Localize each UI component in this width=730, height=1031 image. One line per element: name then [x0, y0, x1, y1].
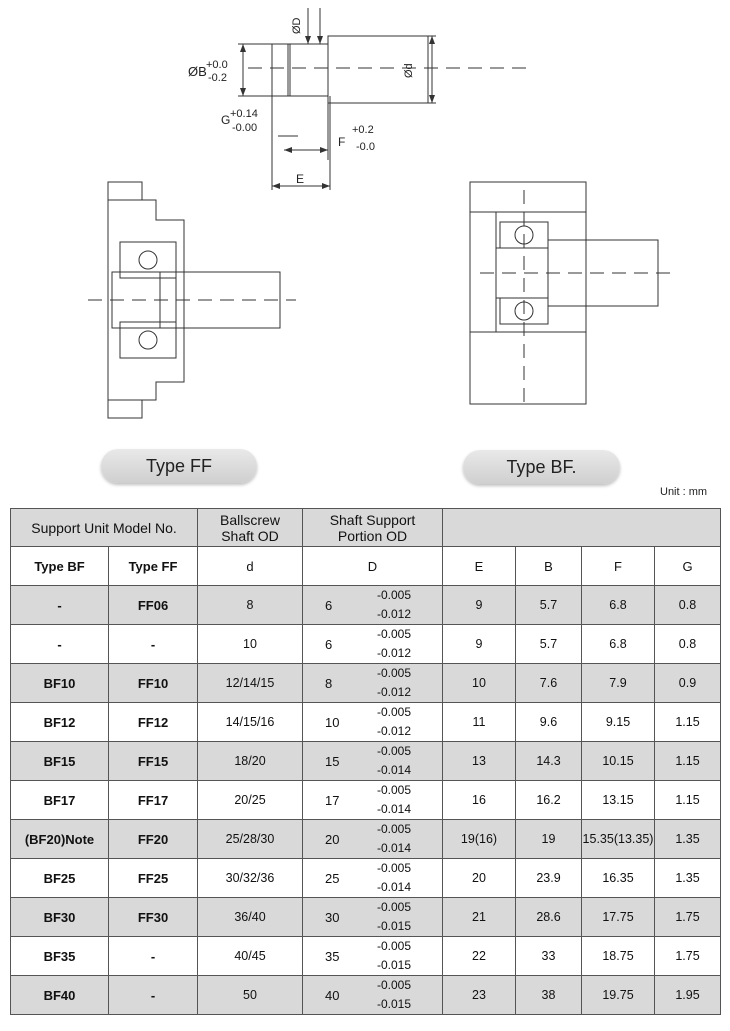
header-D: D — [303, 547, 443, 586]
cell-B: 19 — [516, 820, 582, 859]
cell-D-tol-lower: -0.014 — [377, 841, 412, 855]
cell-D-value: 6 — [325, 598, 333, 613]
table-row — [11, 859, 721, 898]
header-type-bf: Type BF — [11, 547, 109, 586]
cell-type-ff: FF10 — [109, 664, 198, 703]
cell-E: 23 — [443, 976, 516, 1015]
cell-G: 1.15 — [655, 742, 721, 781]
cell-d: 8 — [198, 586, 303, 625]
cell-D-value: 25 — [325, 871, 340, 886]
cell-D — [303, 898, 443, 937]
type-bf-label: Type BF. — [463, 450, 620, 484]
cell-G: 1.15 — [655, 781, 721, 820]
cell-type-ff: - — [109, 937, 198, 976]
cell-B: 16.2 — [516, 781, 582, 820]
cell-D-value: 10 — [325, 715, 340, 730]
header-E: E — [443, 547, 516, 586]
cell-F: 13.15 — [582, 781, 655, 820]
cell-D-value: 15 — [325, 754, 340, 769]
table-row — [11, 937, 721, 976]
cell-d: 40/45 — [198, 937, 303, 976]
cell-B: 5.7 — [516, 586, 582, 625]
label-e: E — [296, 172, 305, 186]
cell-d: 18/20 — [198, 742, 303, 781]
cell-B: 33 — [516, 937, 582, 976]
cell-E: 22 — [443, 937, 516, 976]
cell-G: 1.15 — [655, 703, 721, 742]
cell-G: 1.75 — [655, 898, 721, 937]
type-ff-bearing-ball-top — [139, 251, 157, 269]
cell-G: 1.35 — [655, 859, 721, 898]
cell-E: 9 — [443, 586, 516, 625]
cell-D-tol-lower: -0.015 — [377, 919, 412, 933]
cell-D-tol-upper: -0.005 — [377, 588, 412, 602]
cell-type-bf: - — [11, 625, 109, 664]
cell-d: 14/15/16 — [198, 703, 303, 742]
label-od-big: ØD — [291, 17, 303, 34]
cell-E: 21 — [443, 898, 516, 937]
cell-F: 18.75 — [582, 937, 655, 976]
label-f: F — [338, 135, 346, 149]
label-b-tol-upper: +0.0 — [206, 59, 228, 71]
cell-G: 0.8 — [655, 625, 721, 664]
cell-type-ff: FF17 — [109, 781, 198, 820]
cell-D-tol-lower: -0.014 — [377, 763, 412, 777]
label-b-tol-lower: -0.2 — [208, 72, 227, 84]
cell-type-bf: BF12 — [11, 703, 109, 742]
cell-D-tol-lower: -0.012 — [377, 685, 412, 699]
cell-B: 5.7 — [516, 625, 582, 664]
header-shaft-support — [303, 509, 443, 547]
cell-D-value: 40 — [325, 988, 340, 1003]
cell-d: 36/40 — [198, 898, 303, 937]
header-row-sub — [11, 547, 721, 586]
cell-type-ff: FF06 — [109, 586, 198, 625]
cell-d: 20/25 — [198, 781, 303, 820]
table-row — [11, 742, 721, 781]
cell-E: 9 — [443, 625, 516, 664]
header-model: Support Unit Model No. — [11, 509, 198, 547]
cell-type-bf: BF10 — [11, 664, 109, 703]
header-shaft-line2: Portion OD — [337, 527, 408, 544]
cell-D-value: 30 — [325, 910, 340, 925]
cell-D-tol-upper: -0.005 — [377, 939, 412, 953]
cell-d: 10 — [198, 625, 303, 664]
header-ballscrew-line2: Shaft OD — [221, 527, 279, 544]
cell-type-bf: BF17 — [11, 781, 109, 820]
cell-D-tol-lower: -0.014 — [377, 880, 412, 894]
cell-B: 14.3 — [516, 742, 582, 781]
cell-D — [303, 937, 443, 976]
cell-G: 0.8 — [655, 586, 721, 625]
cell-type-ff: FF12 — [109, 703, 198, 742]
cell-D — [303, 781, 443, 820]
cell-D-tol-lower: -0.015 — [377, 997, 412, 1011]
cell-D-value: 8 — [325, 676, 333, 691]
cell-E: 20 — [443, 859, 516, 898]
cell-D-tol-upper: -0.005 — [377, 744, 412, 758]
cell-D-tol-upper: -0.005 — [377, 822, 412, 836]
cell-G: 1.35 — [655, 820, 721, 859]
header-ballscrew-line1: Ballscrew — [220, 511, 280, 528]
cell-D — [303, 703, 443, 742]
cell-F: 10.15 — [582, 742, 655, 781]
support-unit-table — [10, 508, 721, 1015]
cell-D — [303, 664, 443, 703]
type-bf-housing — [470, 182, 586, 404]
cell-G: 1.95 — [655, 976, 721, 1015]
table-row — [11, 664, 721, 703]
label-f-tol-upper: +0.2 — [352, 124, 374, 136]
label-g-tol-upper: +0.14 — [230, 108, 258, 120]
table-row — [11, 820, 721, 859]
cell-E: 16 — [443, 781, 516, 820]
header-B: B — [516, 547, 582, 586]
cell-D-tol-upper: -0.005 — [377, 783, 412, 797]
table-row — [11, 625, 721, 664]
cell-D — [303, 625, 443, 664]
cell-type-ff: - — [109, 625, 198, 664]
cell-G: 0.9 — [655, 664, 721, 703]
cell-D-tol-upper: -0.005 — [377, 705, 412, 719]
cell-D — [303, 976, 443, 1015]
cell-D-tol-upper: -0.005 — [377, 900, 412, 914]
technical-drawing — [0, 0, 730, 445]
type-ff-bearing-ball-bottom — [139, 331, 157, 349]
cell-D-tol-lower: -0.014 — [377, 802, 412, 816]
cell-type-bf: BF25 — [11, 859, 109, 898]
cell-E: 11 — [443, 703, 516, 742]
label-od-small: Ød — [403, 63, 415, 78]
cell-B: 23.9 — [516, 859, 582, 898]
cell-type-bf: BF15 — [11, 742, 109, 781]
cell-type-bf: (BF20)Note — [11, 820, 109, 859]
unit-note: Unit : mm — [660, 486, 708, 498]
cell-E: 13 — [443, 742, 516, 781]
cell-type-ff: FF15 — [109, 742, 198, 781]
label-f-tol-lower: -0.0 — [356, 141, 375, 153]
cell-G: 1.75 — [655, 937, 721, 976]
header-ballscrew — [198, 509, 303, 547]
cell-D-tol-upper: -0.005 — [377, 627, 412, 641]
header-row-top — [11, 509, 721, 547]
cell-type-ff: FF25 — [109, 859, 198, 898]
label-od-b: ØB — [188, 64, 207, 79]
table-row — [11, 703, 721, 742]
cell-B: 28.6 — [516, 898, 582, 937]
cell-D — [303, 859, 443, 898]
cell-D-value: 6 — [325, 637, 333, 652]
cell-B: 38 — [516, 976, 582, 1015]
cell-type-bf: BF30 — [11, 898, 109, 937]
table-row — [11, 976, 721, 1015]
label-g: G — [221, 113, 231, 127]
cell-D — [303, 586, 443, 625]
cell-D-tol-lower: -0.012 — [377, 607, 412, 621]
cell-D-tol-lower: -0.012 — [377, 646, 412, 660]
table-row — [11, 586, 721, 625]
cell-E: 10 — [443, 664, 516, 703]
cell-F: 17.75 — [582, 898, 655, 937]
cell-F: 15.35(13.35) — [582, 820, 655, 859]
cell-D-tol-upper: -0.005 — [377, 666, 412, 680]
cell-D-value: 35 — [325, 949, 340, 964]
header-blank — [443, 509, 721, 547]
cell-F: 7.9 — [582, 664, 655, 703]
cell-type-ff: FF30 — [109, 898, 198, 937]
label-g-tol-lower: -0.00 — [232, 122, 258, 134]
cell-type-bf: - — [11, 586, 109, 625]
cell-F: 6.8 — [582, 586, 655, 625]
cell-d: 12/14/15 — [198, 664, 303, 703]
cell-D — [303, 742, 443, 781]
cell-D-tol-lower: -0.015 — [377, 958, 412, 972]
cell-D-tol-upper: -0.005 — [377, 861, 412, 875]
cell-B: 7.6 — [516, 664, 582, 703]
shaft-step-outline — [272, 44, 328, 96]
cell-type-bf: BF35 — [11, 937, 109, 976]
cell-D — [303, 820, 443, 859]
cell-F: 6.8 — [582, 625, 655, 664]
cell-D-tol-upper: -0.005 — [377, 978, 412, 992]
cell-F: 19.75 — [582, 976, 655, 1015]
cell-d: 30/32/36 — [198, 859, 303, 898]
header-F: F — [582, 547, 655, 586]
cell-d: 50 — [198, 976, 303, 1015]
header-type-ff: Type FF — [109, 547, 198, 586]
cell-type-ff: FF20 — [109, 820, 198, 859]
cell-E: 19(16) — [443, 820, 516, 859]
cell-type-ff: - — [109, 976, 198, 1015]
header-d: d — [198, 547, 303, 586]
table-row — [11, 781, 721, 820]
cell-D-tol-lower: -0.012 — [377, 724, 412, 738]
header-G: G — [655, 547, 721, 586]
cell-d: 25/28/30 — [198, 820, 303, 859]
cell-D-value: 17 — [325, 793, 340, 808]
cell-type-bf: BF40 — [11, 976, 109, 1015]
table-row — [11, 898, 721, 937]
cell-B: 9.6 — [516, 703, 582, 742]
type-ff-label: Type FF — [101, 449, 257, 483]
cell-D-value: 20 — [325, 832, 340, 847]
header-shaft-line1: Shaft Support — [329, 511, 416, 528]
cell-F: 16.35 — [582, 859, 655, 898]
cell-F: 9.15 — [582, 703, 655, 742]
